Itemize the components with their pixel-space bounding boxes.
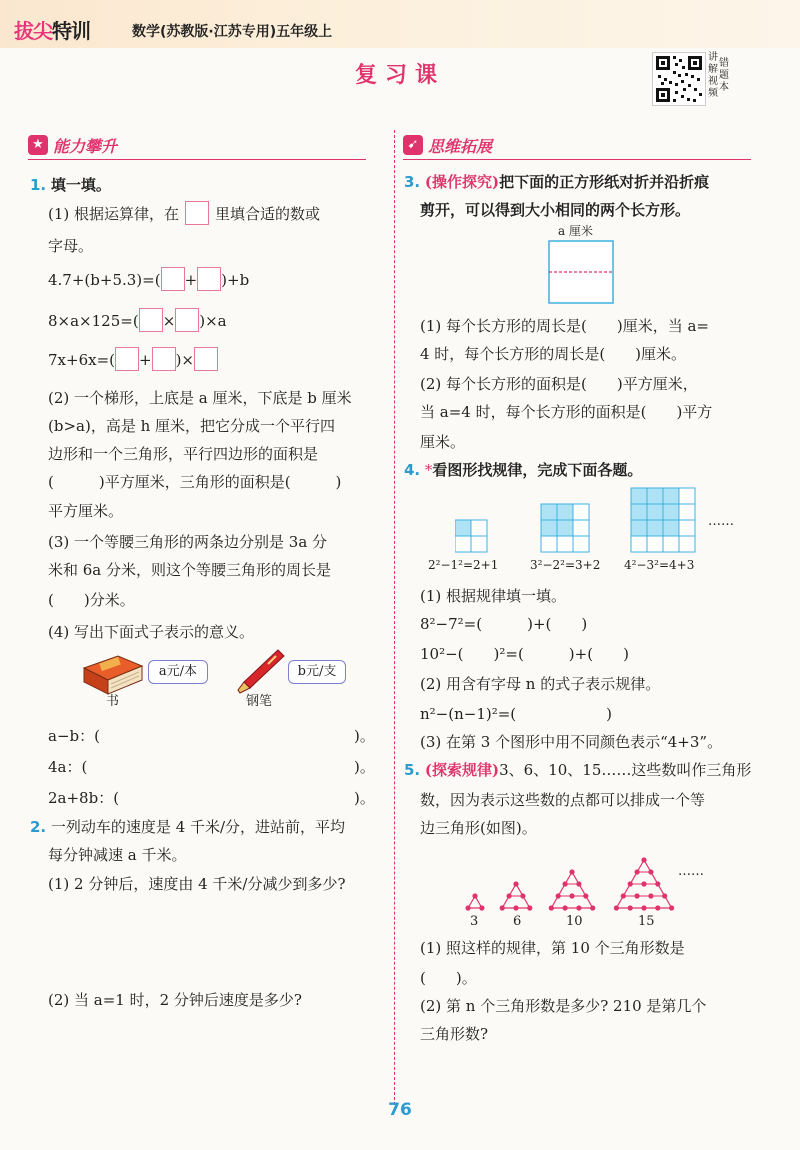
q3-number: 3.	[404, 173, 421, 191]
q1-p3-line2: 米和 6a 分米，则这个等腰三角形的周长是	[48, 561, 332, 579]
grid-cell	[647, 504, 663, 520]
q2-p1: (1) 2 分钟后，速度由 4 千米/分减少到多少?	[48, 875, 346, 893]
grid-cell	[679, 536, 695, 552]
q4-number: 4.	[404, 461, 421, 479]
q4-title: 看图形找规律，完成下面各题。	[432, 461, 643, 479]
qr-label-col2: 错题本	[719, 58, 729, 93]
q1-eq2	[48, 307, 227, 335]
eq1-part-c: )+b	[221, 271, 250, 289]
eq1-part-a: 4.7+(b+5.3)=(	[48, 271, 161, 289]
triangle-dot	[583, 893, 588, 898]
q5-line1	[404, 756, 751, 784]
triangle-dot	[513, 881, 518, 886]
grid-cell	[679, 488, 695, 504]
q3-p1-line1: (1) 每个长方形的周长是( )厘米，当 a=	[420, 317, 710, 335]
grid-cell	[573, 504, 589, 520]
grid-cell	[663, 504, 679, 520]
triangle-dot	[520, 893, 525, 898]
q1-p1-line1	[48, 200, 320, 228]
tri-label-3: 10	[566, 914, 583, 929]
grid-figure-2	[541, 504, 589, 552]
grid-cell	[557, 504, 573, 520]
grid-cell	[573, 520, 589, 536]
q1-p2-line5: 平方厘米。	[48, 502, 124, 520]
q4-caption-2: 3²−2²=3+2	[530, 558, 601, 572]
q3-p2-line1: (2) 每个长方形的面积是( )平方厘米，	[420, 375, 698, 393]
q4-star: *	[424, 461, 433, 479]
q4-p1: (1) 根据规律填一填。	[420, 587, 567, 605]
q5-line2: 数，因为表示这些数的点都可以排成一个等	[420, 791, 706, 809]
q2-line2: 每分钟减速 a 千米。	[48, 846, 187, 864]
eq1-part-b: +	[184, 271, 198, 289]
expr-end-1: )。	[354, 727, 375, 745]
book-info: 数学(苏教版·江苏专用)五年级上	[132, 24, 333, 40]
eq3-part-c: )×	[175, 351, 194, 369]
q1-p1-text-a: (1) 根据运算律，在	[48, 205, 180, 223]
q1-eq3	[48, 346, 218, 374]
answer-box[interactable]	[139, 308, 163, 332]
grid-cell	[663, 520, 679, 536]
q3-line2: 剪开，可以得到大小相同的两个长方形。	[420, 201, 691, 219]
grid-cell	[663, 488, 679, 504]
q1-p2-line4: ( )平方厘米，三角形的面积是( )	[48, 473, 342, 491]
q2-p2: (2) 当 a=1 时，2 分钟后速度是多少?	[48, 991, 302, 1009]
grid-cell	[541, 536, 557, 552]
q1-p1-line2: 字母。	[48, 237, 94, 255]
expr-end-2: )。	[354, 758, 375, 776]
q1-p4-line: (4) 写出下面式子表示的意义。	[48, 623, 255, 641]
grid-cell	[663, 536, 679, 552]
q5-p1-line2: ( )。	[420, 969, 477, 987]
grid-cell	[647, 520, 663, 536]
eq3-part-a: 7x+6x=(	[48, 351, 115, 369]
grid-cell	[631, 520, 647, 536]
page-title: 复习课	[354, 63, 445, 88]
triangle-dot	[563, 905, 568, 910]
q5-p1-line1: (1) 照这样的规律，第 10 个三角形数是	[420, 939, 685, 957]
section-header-right	[403, 133, 751, 160]
q1-header	[30, 171, 111, 199]
q4-caption-3: 4²−3²=4+3	[624, 558, 695, 572]
q3-p1-line2: 4 时，每个长方形的周长是( )厘米。	[420, 345, 687, 363]
grid-cell	[631, 504, 647, 520]
q1-p2-line1: (2) 一个梯形，上底是 a 厘米，下底是 b 厘米	[48, 389, 352, 407]
q5-ellipsis: ……	[678, 864, 704, 879]
q1-p2-line3: 边形和一个三角形，平行四边形的面积是	[48, 445, 319, 463]
answer-box-sample	[185, 201, 209, 225]
section-icon-right: ➹	[403, 135, 423, 155]
expr-a-minus-b: a−b：(	[48, 727, 100, 745]
qr-code-graphic	[653, 53, 705, 105]
triangle-dot	[569, 893, 574, 898]
q3-text-1: 把下面的正方形纸对折并沿折痕	[499, 173, 710, 191]
square-paper	[548, 240, 614, 308]
triangle-dot	[655, 905, 660, 910]
triangle-dot	[628, 905, 633, 910]
pen-label: 钢笔	[246, 694, 273, 709]
grid-cell	[631, 536, 647, 552]
header-band	[0, 0, 800, 48]
q1-title: 填一填。	[50, 176, 111, 194]
triangle-dot	[472, 893, 477, 898]
q1-eq1	[48, 266, 249, 294]
q1-p3-line1: (3) 一个等腰三角形的两条边分别是 3a 分	[48, 533, 328, 551]
q1-number: 1.	[30, 176, 47, 194]
answer-box[interactable]	[197, 267, 221, 291]
grid-cell	[647, 536, 663, 552]
logo-part2: 特训	[52, 19, 90, 43]
q1-p2-line2: (b>a)，高是 h 厘米，把它分成一个平行四	[48, 417, 336, 435]
grid-cell	[557, 520, 573, 536]
qr-label-col1: 讲解视频	[708, 52, 718, 99]
grid-cell	[679, 520, 695, 536]
grid-cell	[631, 488, 647, 504]
eq2-part-a: 8×a×125=(	[48, 312, 139, 330]
qr-label	[708, 52, 734, 100]
grid-cell	[541, 520, 557, 536]
q1-p3-line3: ( )分米。	[48, 591, 135, 609]
answer-box[interactable]	[161, 267, 185, 291]
expr-end-3: )。	[354, 789, 375, 807]
triangle-figure-2	[500, 881, 533, 910]
grid-figure-1	[455, 520, 487, 552]
section-title-right: 思维拓展	[428, 137, 493, 156]
grid-cell	[455, 520, 471, 536]
logo	[14, 15, 90, 44]
answer-box[interactable]	[152, 347, 176, 371]
triangle-dot	[590, 905, 595, 910]
triangle-dot	[614, 905, 619, 910]
q2-number: 2.	[30, 818, 47, 836]
page-number: 76	[388, 1100, 412, 1120]
grid-cell	[471, 520, 487, 536]
triangle-dot	[621, 893, 626, 898]
q5-text-1: 3、6、10、15……这些数叫作三角形	[499, 761, 752, 779]
tri-label-1: 3	[470, 914, 479, 929]
triangle-dot	[576, 905, 581, 910]
eq2-part-c: )×a	[199, 312, 227, 330]
triangle-dot	[527, 905, 532, 910]
triangle-dot	[569, 869, 574, 874]
tri-label-2: 6	[513, 914, 522, 929]
triangle-dot	[648, 869, 653, 874]
triangle-dot	[648, 893, 653, 898]
q5-tag: (探索规律)	[424, 761, 500, 779]
expr-2a-8b: 2a+8b：(	[48, 789, 120, 807]
section-icon-left: ★	[28, 135, 48, 155]
qr-code[interactable]	[652, 52, 706, 106]
q2-line1	[30, 813, 345, 841]
q5-line3: 边三角形(如图)。	[420, 819, 537, 837]
grid-cell	[471, 536, 487, 552]
q4-ellipsis: ……	[708, 514, 734, 529]
triangle-dot	[576, 881, 581, 886]
q5-p2-line1: (2) 第 n 个三角形数是多少? 210 是第几个	[420, 997, 707, 1015]
q4-caption-1: 2²−1²=2+1	[428, 558, 499, 572]
triangle-figure-1	[466, 893, 485, 910]
triangle-dot	[662, 893, 667, 898]
q4-eq3: n²−(n−1)²=( )	[420, 705, 613, 723]
q4-p3: (3) 在第 3 个图形中用不同颜色表示“4+3”。	[420, 733, 723, 751]
q3-tag: (操作探究)	[424, 173, 500, 191]
q4-p2: (2) 用含有字母 n 的式子表示规律。	[420, 675, 661, 693]
triangle-dot	[641, 905, 646, 910]
triangle-dot	[563, 881, 568, 886]
q3-p2-line3: 厘米。	[420, 433, 466, 451]
pen-price-tag: b元/支	[288, 660, 346, 684]
triangle-dot	[635, 893, 640, 898]
triangle-dot	[556, 893, 561, 898]
tri-label-4: 15	[638, 914, 655, 929]
triangle-figures	[458, 836, 688, 920]
q4-header	[404, 456, 642, 484]
grid-cell	[455, 536, 471, 552]
answer-box[interactable]	[194, 347, 218, 371]
answer-box[interactable]	[115, 347, 139, 371]
triangle-dot	[507, 893, 512, 898]
book-label: 书	[106, 694, 120, 709]
grid-cell	[647, 488, 663, 504]
triangle-dot	[500, 905, 505, 910]
q1-p1-text-b: 里填合适的数或	[215, 205, 321, 223]
triangle-dot	[628, 881, 633, 886]
triangle-dot	[466, 905, 471, 910]
section-header-left	[28, 133, 366, 160]
q3-line1	[404, 168, 709, 196]
grid-figures	[455, 486, 715, 560]
square-label: a 厘米	[558, 224, 593, 238]
section-title-left: 能力攀升	[53, 137, 118, 156]
q2-text-1: 一列动车的速度是 4 千米/分，进站前，平均	[50, 818, 346, 836]
triangle-dot	[479, 905, 484, 910]
eq2-part-b: ×	[162, 312, 176, 330]
triangle-dot	[549, 905, 554, 910]
grid-figures-svg	[455, 486, 715, 556]
q4-eq1: 8²−7²=( )+( )	[420, 615, 588, 633]
eq3-part-b: +	[139, 351, 152, 369]
column-divider	[394, 130, 395, 1110]
q3-p2-line2: 当 a=4 时，每个长方形的面积是( )平方	[420, 403, 713, 421]
triangle-outline	[551, 872, 592, 908]
triangle-dot	[641, 857, 646, 862]
q4-eq2: 10²−( )²=( )+( )	[420, 645, 629, 663]
answer-box[interactable]	[175, 308, 199, 332]
grid-cell	[679, 504, 695, 520]
triangle-dot	[655, 881, 660, 886]
triangle-dot	[635, 869, 640, 874]
triangle-figures-svg	[458, 836, 688, 916]
logo-part1: 拔尖	[14, 19, 52, 43]
grid-figure-3	[631, 488, 695, 552]
expr-4a: 4a：(	[48, 758, 88, 776]
grid-cell	[573, 536, 589, 552]
triangle-figure-4	[614, 857, 674, 910]
grid-cell	[557, 536, 573, 552]
triangle-dot	[641, 881, 646, 886]
grid-cell	[541, 504, 557, 520]
triangle-dot	[669, 905, 674, 910]
triangle-figure-3	[549, 869, 596, 910]
triangle-dot	[513, 905, 518, 910]
q5-p2-line2: 三角形数?	[420, 1025, 489, 1043]
book-price-tag: a元/本	[148, 660, 208, 684]
pen-icon	[232, 646, 288, 700]
q5-number: 5.	[404, 761, 421, 779]
